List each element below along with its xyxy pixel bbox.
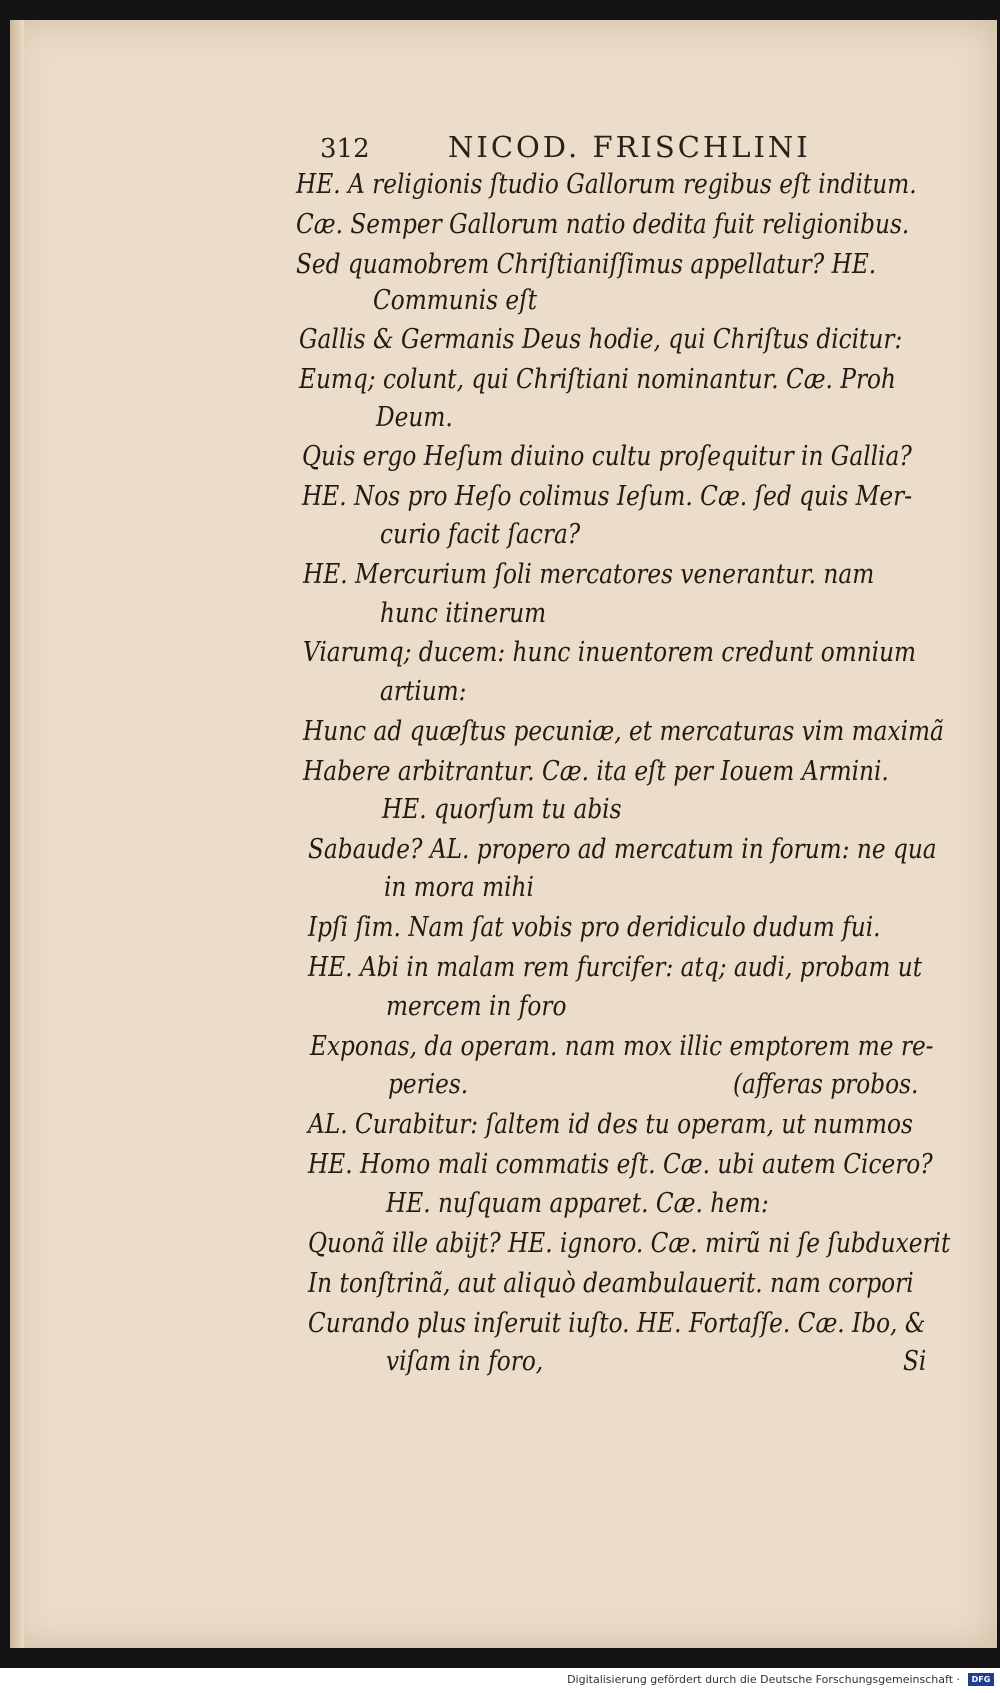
text-line: HE. A religionis ſtudio Gallorum regibus eſt inditum. [296, 169, 917, 200]
text-line: In tonſtrinã, aut aliquò deambulauerit. nam corpori [308, 1268, 914, 1299]
text-line: HE. nuſquam apparet. Cæ. hem: [386, 1188, 769, 1219]
text-line: HE. Nos pro Heſo colimus Ieſum. Cæ. ſed quis Mer- [302, 481, 913, 512]
text-line: AL. Curabitur: ſaltem id des tu operam, ut nummos [308, 1109, 913, 1140]
text-line: Quis ergo Heſum diuino cultu proſequitur in Gallia? [302, 441, 912, 472]
text-line: Sed quamobrem Chriſtianiſſimus appellatur? HE. [296, 249, 877, 280]
text-line: Cæ. Semper Gallorum natio dedita fuit religionibus. [296, 209, 910, 240]
text-line: Hunc ad quæſtus pecuniæ, et mercaturas vim maximã [303, 716, 944, 747]
text-line: peries. [388, 1069, 469, 1100]
text-line: (afferas probos. [733, 1069, 919, 1100]
running-head: NICOD. FRISCHLINI [448, 130, 811, 164]
text-line: Communis eſt [373, 285, 538, 316]
catchword: Si [903, 1346, 927, 1377]
dfg-logo-icon: DFG [968, 1673, 994, 1686]
text-line: Habere arbitrantur. Cæ. ita eſt per Iouem Armini. [303, 756, 889, 787]
text-line: HE. quorſum tu abis [382, 794, 622, 825]
text-line: Ipſi ſim. Nam ſat vobis pro deridiculo dudum fui. [308, 912, 881, 943]
text-line: hunc itinerum [380, 598, 547, 629]
text-line: in mora mihi [384, 872, 534, 903]
text-line: Eumq; colunt, qui Chriſtiani nominantur. Cæ. Proh [299, 364, 896, 395]
text-line: HE. Mercurium ſoli mercatores venerantur. nam [303, 559, 875, 590]
text-line: curio facit ſacra? [380, 519, 581, 550]
text-line: Gallis & Germanis Deus hodie, qui Chriſtus dicitur: [299, 324, 903, 355]
text-line: Curando plus inſeruit iuſto. HE. Fortaſſe. Cæ. Ibo, & [308, 1308, 926, 1339]
text-line: artium: [380, 676, 467, 707]
text-line: Sabaude? AL. propero ad mercatum in forum: ne qua [308, 834, 937, 865]
funding-credit: Digitalisierung gefördert durch die Deutsche Forschungsgemeinschaft · [567, 1673, 960, 1686]
text-line: Quonã ille abijt? HE. ignoro. Cæ. mirũ ni ſe ſubduxerit [308, 1228, 951, 1259]
text-line: viſam in foro, [386, 1346, 544, 1377]
text-body [10, 20, 997, 1648]
text-line: mercem in foro [386, 991, 567, 1022]
book-page [10, 20, 997, 1648]
text-line: HE. Homo mali commatis eſt. Cæ. ubi autem Cicero? [308, 1149, 933, 1180]
text-line: Deum. [376, 402, 453, 433]
text-line: HE. Abi in malam rem furcifer: atq; audi, probam ut [308, 952, 923, 983]
page-number: 312 [320, 134, 370, 164]
text-line: Viarumq; ducem: hunc inuentorem credunt omnium [303, 637, 917, 668]
text-line: Exponas, da operam. nam mox illic emptorem me re- [310, 1031, 934, 1062]
digitization-footer [0, 1668, 1000, 1693]
